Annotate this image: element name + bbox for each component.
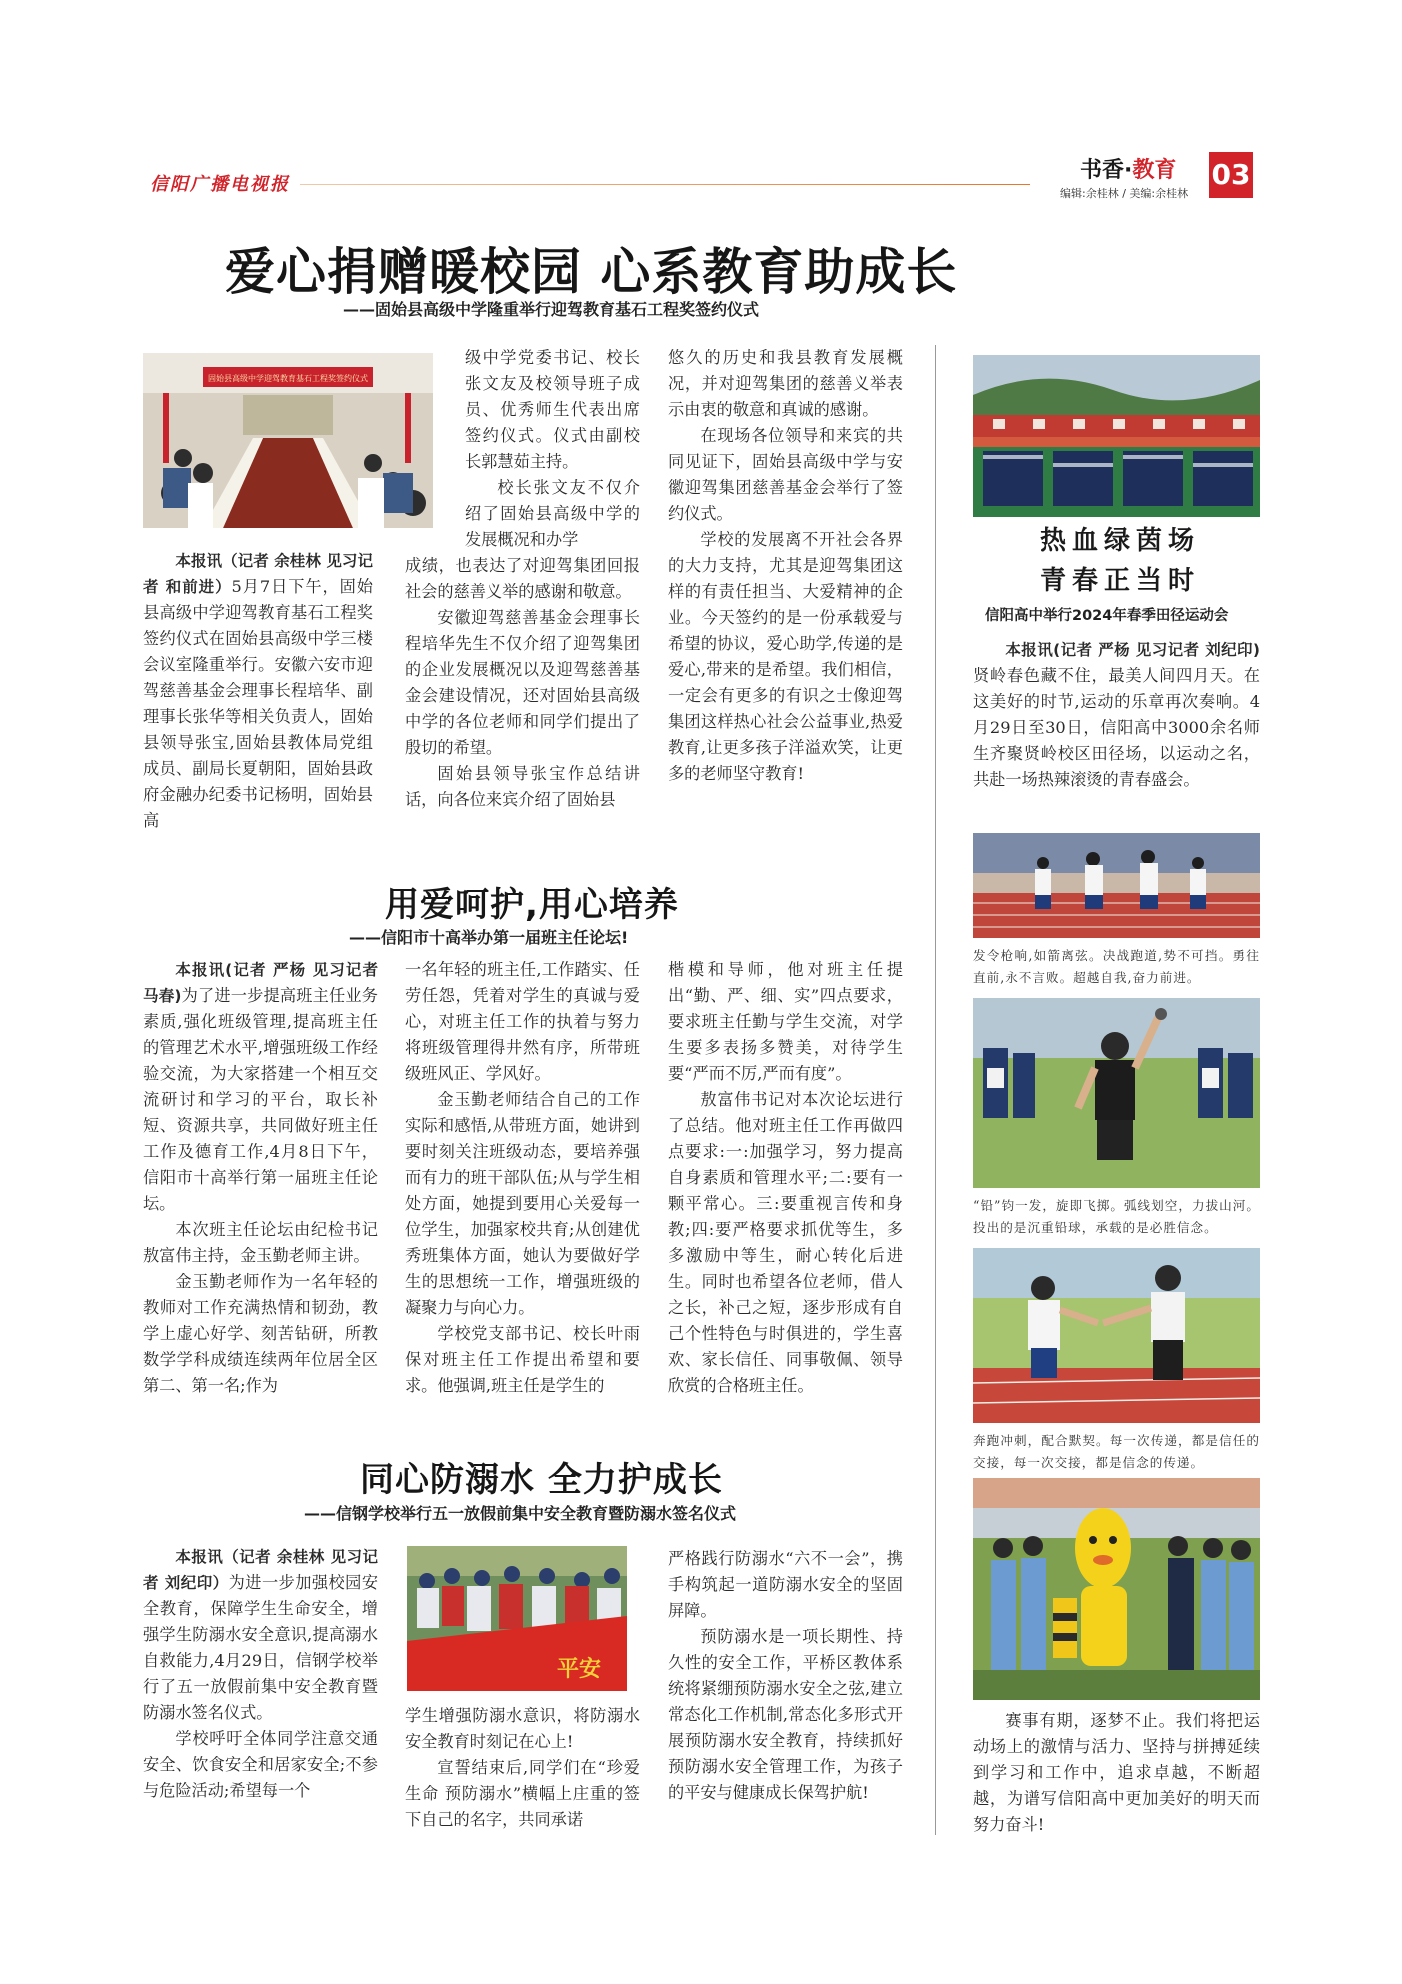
- sidebar-body-text: 贤岭春色藏不住，最美人间四月天。在这美好的时节,运动的乐章再次奏响。4月29日至30日，信阳高中3000余名师生齐聚贤岭校区田径场，以运动之名，共赴一场热辣滚烫的青春盛会。: [973, 666, 1260, 789]
- photo-banner-text: 固始县高级中学迎驾教育基石工程奖签约仪式: [208, 374, 368, 383]
- article3-col3-b: 预防溺水是一项长期性、持久性的安全工作，平桥区教体系统将紧绷预防溺水安全之弦,建立常态化工作机制,常态化多形式开展预防溺水安全教育，持续抓好预防溺水安全管理工作，为孩子的平安与健康成长保驾护航!: [668, 1627, 903, 1802]
- article2-byline: 本报讯(记者 严杨 见习记者 马春): [143, 961, 378, 1005]
- column-divider: [935, 345, 936, 1835]
- article3-col1-b: 学校呼吁全体同学注意交通安全、饮食安全和居家安全;不参与危险活动;希望每一个: [143, 1729, 378, 1800]
- relay-race-photo: [973, 1248, 1260, 1423]
- section-name: 教育: [1132, 158, 1177, 183]
- mascot-illustration: [973, 1478, 1260, 1700]
- article2-col2-a: 一名年轻的班主任,工作踏实、任劳任怨，凭着对学生的真诚与爱心，对班主任工作的执着与努力将班级管理得井然有序，所带班级班风正、学风好。: [405, 960, 640, 1083]
- meeting-room-illustration: [143, 353, 433, 528]
- sprint-caption: 发令枪响,如箭离弦。决战跑道,势不可挡。勇往直前,永不言败。超越自我,奋力前进。: [973, 948, 1260, 985]
- article1-column2-bottom: [405, 553, 640, 813]
- article2-col1-c: 金玉勤老师作为一名年轻的教师对工作充满热情和韧劲，教学上虚心好学、刻苦钻研，所教数学学科成绩连续两年位居全区第二、第一名;作为: [143, 1272, 378, 1395]
- article1-subtitle: ——固始县高级中学隆重举行迎驾教育基石工程奖签约仪式: [343, 300, 760, 319]
- article1-col2-d: 安徽迎驾慈善基金会理事长程培华先生不仅介绍了迎驾集团的企业发展概况以及迎驾慈善基金会建设情况，还对固始县高级中学的各位老师和同学们提出了殷切的希望。: [405, 608, 640, 757]
- article3-column3: [668, 1546, 903, 1806]
- sidebar-title-line1: 热血绿茵场: [1040, 526, 1201, 556]
- students-signing-illustration: [407, 1546, 627, 1691]
- article2-col1-a: 为了进一步提高班主任业务素质,强化班级管理,提高班主任的管理艺术水平,增强班级工作经验交流，为大家搭建一个相互交流研讨和学习的平台，取长补短、资源共享，共同做好班主任工作及德育工作,4月8日下午，信阳市十高举行第一届班主任论坛。: [143, 986, 378, 1213]
- stadium-panorama-photo: [973, 355, 1260, 517]
- sprint-race-photo: [973, 833, 1260, 938]
- article1-col3-a: 悠久的历史和我县教育发展概况，并对迎驾集团的慈善义举表示由衷的敬意和真诚的感谢。: [668, 348, 903, 419]
- article2-column2: [405, 957, 640, 1399]
- article1-col1-text: 5月7日下午，固始县高级中学迎驾教育基石工程奖签约仪式在固始县高级中学三楼会议室隆重举行。安徽六安市迎驾慈善基金会理事长程培华、副理事长张华等相关负责人，固始县领导张宝,固始县教体局党组成员、副局长夏朝阳，固始县政府金融办纪委书记杨明，固始县高: [143, 577, 373, 830]
- article2-col1-b: 本次班主任论坛由纪检书记敖富伟主持，金玉勤老师主讲。: [143, 1220, 378, 1265]
- article1-col2-b: 校长张文友不仅介绍了固始县高级中学的发展概况和办学: [465, 478, 640, 549]
- article1-byline: 本报讯（记者 余桂林 见习记者 和前进）: [143, 552, 373, 596]
- article3-byline: 本报讯（记者 余桂林 见习记者 刘纪印）: [143, 1548, 378, 1592]
- article3-col1-a: 为进一步加强校园安全教育，保障学生生命安全，增强学生防溺水安全意识,提高溺水自救能力,4月29日，信钢学校举行了五一放假前集中安全教育暨防溺水签名仪式。: [143, 1573, 379, 1722]
- relay-caption: 奔跑冲刺，配合默契。每一次传递，都是信任的交接，每一次交接，都是信念的传递。: [973, 1433, 1260, 1470]
- sprinters-illustration: [973, 833, 1260, 938]
- article3-col2-b: 宣誓结束后,同学们在“珍爱生命 预防溺水”横幅上庄重的签下自己的名字，共同承诺: [405, 1758, 640, 1829]
- article2-subtitle: ——信阳市十高举办第一届班主任论坛!: [349, 928, 629, 947]
- section-label: [1080, 153, 1176, 184]
- stadium-illustration: [973, 355, 1260, 517]
- article1-title: 爱心捐赠暖校园 心系教育助成长: [225, 243, 958, 301]
- photo-banner-text: 平安: [557, 1657, 602, 1682]
- sidebar-byline: 本报讯(记者 严杨 见习记者 刘纪印): [1005, 641, 1260, 659]
- signing-ceremony-photo: [143, 353, 433, 528]
- shot-put-caption: “铅”钧一发，旋即飞掷。弧线划空，力拔山河。投出的是沉重铅球，承载的是必胜信念。: [973, 1198, 1260, 1235]
- sidebar-body: [973, 637, 1260, 793]
- article3-subtitle: ——信钢学校举行五一放假前集中安全教育暨防溺水签名仪式: [304, 1504, 737, 1523]
- mascot-group-photo: [973, 1478, 1260, 1700]
- article1-col2-c: 成绩，也表达了对迎驾集团回报社会的慈善义举的感谢和敬意。: [405, 556, 640, 601]
- article3-column2: [405, 1703, 640, 1833]
- page-number-box: [1209, 152, 1253, 198]
- header-rule: [300, 184, 1030, 185]
- article3-column1: [143, 1544, 378, 1804]
- masthead: [0, 0, 1402, 215]
- article2-column3: [668, 957, 903, 1399]
- article2-col2-b: 金玉勤老师结合自己的工作实际和感悟,从带班方面，她讲到要时刻关注班级动态，要培养强而有力的班干部队伍;从与学生相处方面，她提到要用心关爱每一位学生，加强家校共育;从创建优秀班集体方面，她认为要做好学生的思想统一工作，增强班级的凝聚力与向心力。: [405, 1090, 640, 1317]
- shot-put-illustration: [973, 998, 1260, 1188]
- article1-column1: [143, 548, 373, 834]
- article3-title: 同心防溺水 全力护成长: [360, 1460, 723, 1500]
- sidebar-title-line2: 青春正当时: [1040, 566, 1201, 596]
- sidebar-closing: [973, 1708, 1260, 1838]
- paper-name: 信阳广播电视报: [150, 174, 290, 195]
- article2-col3-a: 楷模和导师，他对班主任提出“勤、严、细、实”四点要求，要求班主任勤与学生交流，对学生要多表扬多赞美，对待学生要“严而不厉,严而有度”。: [668, 960, 903, 1083]
- article1-col2-a: 级中学党委书记、校长张文友及校领导班子成员、优秀师生代表出席签约仪式。仪式由副校长郭慧茹主持。: [465, 348, 640, 471]
- article1-col3-b: 在现场各位领导和来宾的共同见证下，固始县高级中学与安徽迎驾集团慈善基金会举行了签约仪式。: [668, 426, 903, 523]
- article3-col3-a: 严格践行防溺水“六不一会”，携手构筑起一道防溺水安全的坚固屏障。: [668, 1549, 903, 1620]
- article2-col2-c: 学校党支部书记、校长叶雨保对班主任工作提出希望和要求。他强调,班主任是学生的: [405, 1324, 640, 1395]
- article1-col3-c: 学校的发展离不开社会各界的大力支持，尤其是迎驾集团这样的有责任担当、大爱精神的企业。今天签约的是一份承载爱与希望的协议，爱心助学,传递的是爱心,带来的是希望。我们相信，一定会有更多的有识之士像迎驾集团这样热心社会公益事业,热爱教育,让更多孩子洋溢欢笑，让更多的老师坚守教育!: [668, 530, 903, 783]
- shot-put-photo: [973, 998, 1260, 1188]
- article2-column1: [143, 957, 378, 1399]
- sidebar-closing-text: 赛事有期，逐梦不止。我们将把运动场上的激情与活力、坚持与拼搏延续到学习和工作中，追求卓越，不断超越，为谱写信阳高中更加美好的明天而努力奋斗!: [973, 1711, 1260, 1834]
- article2-col3-b: 敖富伟书记对本次论坛进行了总结。他对班主任工作再做四点要求:一:加强学习，努力提高自身素质和管理水平;二:要有一颗平常心。三:要重视言传和身教;四:要严格要求抓优等生，多多激励中等生，耐心转化后进生。同时也希望各位老师，借人之长，补己之短，逐步形成有自己个性特色与时俱进的，学生喜欢、家长信任、同事敬佩、领导欣赏的合格班主任。: [668, 1090, 903, 1395]
- page-number: 03: [1211, 158, 1251, 191]
- sidebar-subtitle: 信阳高中举行2024年春季田径运动会: [985, 608, 1229, 624]
- article1-col2-e: 固始县领导张宝作总结讲话，向各位来宾介绍了固始县: [405, 764, 640, 809]
- article3-col2-a: 学生增强防溺水意识，将防溺水安全教育时刻记在心上!: [405, 1706, 640, 1751]
- editors-line: 编辑:余桂林 / 美编:余桂林: [1060, 187, 1189, 200]
- article2-title: 用爱呵护,用心培养: [385, 885, 679, 925]
- anti-drowning-signing-photo: [407, 1546, 627, 1691]
- relay-illustration: [973, 1248, 1260, 1423]
- article1-column3: [668, 345, 903, 787]
- article1-column2-top: [465, 345, 640, 553]
- section-prefix: 书香·: [1080, 158, 1133, 183]
